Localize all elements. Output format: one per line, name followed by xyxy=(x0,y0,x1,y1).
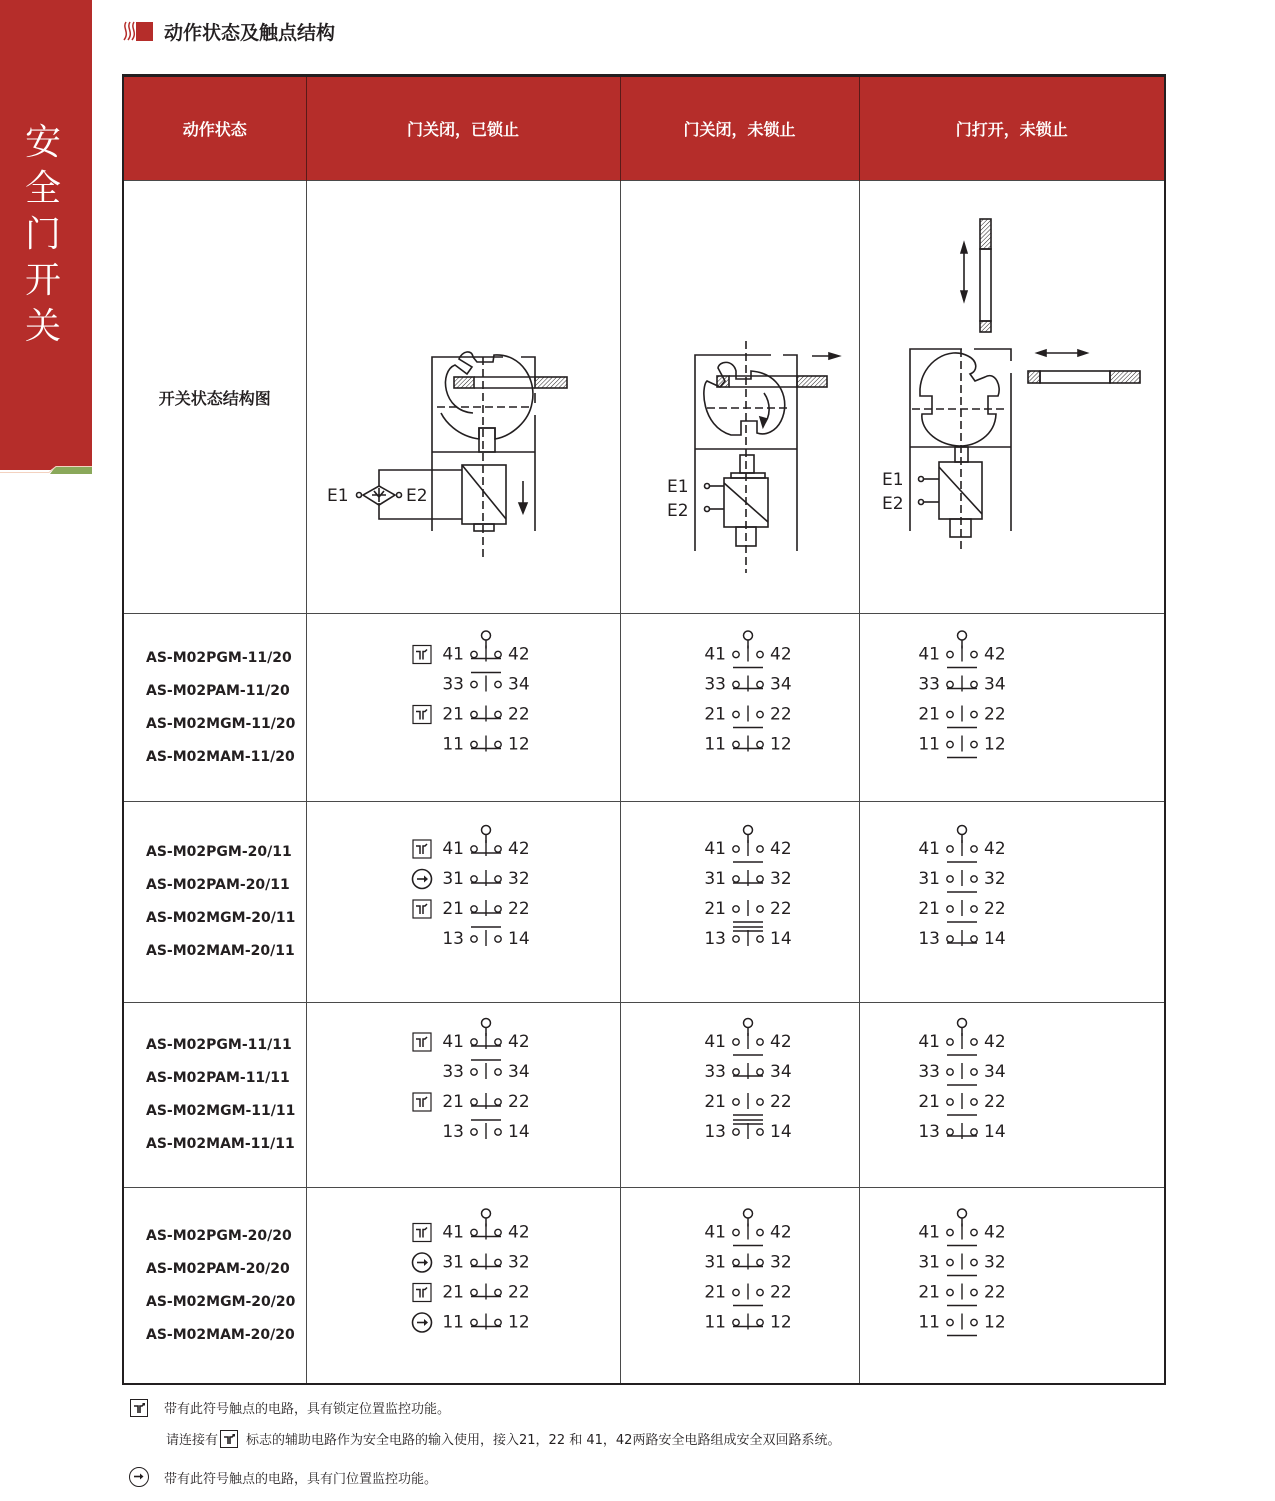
model-list xyxy=(123,1003,306,1188)
plunger-icon xyxy=(744,1209,753,1218)
contact-terminal xyxy=(947,1129,953,1135)
contact-terminal xyxy=(757,1069,763,1075)
terminal-label: 42 xyxy=(983,1032,1006,1052)
contact-terminal xyxy=(757,1229,763,1235)
terminal-label: 22 xyxy=(770,899,792,919)
terminal-label: 14 xyxy=(983,1122,1006,1142)
plunger-icon xyxy=(482,1019,491,1028)
contact-terminal xyxy=(495,1289,501,1295)
contact-terminal xyxy=(757,876,763,882)
contact-terminal xyxy=(733,1069,739,1075)
terminal-label: 32 xyxy=(770,869,792,889)
terminal-label: 42 xyxy=(508,1032,530,1052)
model-name: AS-M02PGM-20/20 xyxy=(146,1227,292,1244)
terminal-label: 14 xyxy=(508,929,530,949)
contact-terminal xyxy=(733,1259,739,1265)
contact-terminal xyxy=(471,906,477,912)
terminal-label: 41 xyxy=(442,1032,464,1052)
lock-monitor-icon xyxy=(413,1284,431,1302)
note-connect-prefix: 请连接有 xyxy=(166,1433,219,1448)
structure-diagram-closed-unlocked xyxy=(620,181,859,614)
terminal-label: 12 xyxy=(983,1312,1006,1333)
terminal-label: 13 xyxy=(442,1122,464,1142)
terminal-label: 33 xyxy=(442,674,464,695)
contact-terminal xyxy=(971,1039,977,1045)
action-state-table xyxy=(122,74,1166,1385)
contact-terminal xyxy=(947,741,953,747)
terminal-label: 22 xyxy=(508,1092,530,1112)
contact-terminal xyxy=(495,876,501,882)
plunger-icon xyxy=(744,826,753,835)
terminal-label: 13 xyxy=(918,1122,940,1142)
terminal-label: 21 xyxy=(918,1282,940,1303)
contact-terminal xyxy=(947,711,953,717)
model-name: AS-M02PGM-11/20 xyxy=(146,649,292,666)
plunger-icon xyxy=(482,826,491,835)
plunger-icon xyxy=(957,1019,966,1028)
terminal-label: 33 xyxy=(704,674,726,695)
contact-diagram-closed-unlocked xyxy=(620,1188,859,1385)
contact-diagram-open-unlocked xyxy=(859,1003,1165,1188)
model-name: AS-M02PAM-20/20 xyxy=(146,1260,290,1277)
terminal-label: 14 xyxy=(770,1122,792,1142)
contact-terminal xyxy=(757,1289,763,1295)
contact-terminal xyxy=(757,1099,763,1105)
contact-terminal xyxy=(495,1039,501,1045)
contact-terminal xyxy=(471,1129,477,1135)
terminal-label: 14 xyxy=(770,929,792,949)
terminal-label: 31 xyxy=(704,869,726,889)
model-name: AS-M02MGM-20/11 xyxy=(146,910,296,926)
terminal-label: 32 xyxy=(508,1252,530,1273)
contact-terminal xyxy=(471,1319,477,1325)
terminal-label: 21 xyxy=(918,704,940,725)
contact-terminal xyxy=(471,1069,477,1075)
terminal-label: 21 xyxy=(704,704,726,725)
terminal-label: 11 xyxy=(704,1312,726,1333)
header-closed-unlocked: 门关闭，未锁止 xyxy=(620,76,859,181)
e1-label: E1 xyxy=(881,470,904,490)
contact-terminal xyxy=(471,651,477,657)
contact-terminal xyxy=(971,1129,977,1135)
contact-terminal xyxy=(947,1099,953,1105)
header-open-unlocked: 门打开，未锁止 xyxy=(859,76,1165,181)
terminal-label: 12 xyxy=(770,734,792,755)
contact-terminal xyxy=(733,906,739,912)
contact-terminal xyxy=(757,1259,763,1265)
terminal-label: 42 xyxy=(770,644,792,665)
terminal-label: 31 xyxy=(918,869,940,889)
terminal-label: 42 xyxy=(508,839,530,859)
contact-terminal xyxy=(733,1099,739,1105)
terminal-label: 32 xyxy=(983,869,1006,889)
contact-terminal xyxy=(733,681,739,687)
note-lock-monitor xyxy=(130,1398,450,1417)
terminal-label: 41 xyxy=(918,839,940,859)
plunger-icon xyxy=(744,1019,753,1028)
terminal-label: 21 xyxy=(704,1282,726,1303)
model-group-row xyxy=(123,802,1165,1003)
contact-terminal xyxy=(471,681,477,687)
contact-terminal xyxy=(733,1229,739,1235)
terminal-label: 14 xyxy=(508,1122,530,1142)
note-connect xyxy=(166,1429,840,1448)
terminal-label: 32 xyxy=(508,869,530,889)
contact-terminal xyxy=(947,936,953,942)
lock-monitor-icon xyxy=(220,1430,238,1448)
terminal-label: 34 xyxy=(983,674,1006,695)
side-tab xyxy=(0,0,92,470)
terminal-label: 42 xyxy=(508,1222,530,1243)
contact-terminal xyxy=(947,1229,953,1235)
terminal-label: 13 xyxy=(704,929,726,949)
terminal-label: 12 xyxy=(770,1312,792,1333)
lock-monitor-icon xyxy=(413,1093,431,1111)
terminal-label: 42 xyxy=(770,839,792,859)
contact-terminal xyxy=(947,681,953,687)
terminal-label: 41 xyxy=(918,1222,940,1243)
contact-terminal xyxy=(757,651,763,657)
terminal-label: 31 xyxy=(918,1252,940,1273)
plunger-icon xyxy=(744,631,753,640)
model-name: AS-M02MGM-11/20 xyxy=(146,715,296,732)
contact-terminal xyxy=(971,1069,977,1075)
side-tab-char: 门 xyxy=(24,214,61,255)
lock-monitor-icon xyxy=(413,1033,431,1051)
header-action-state: 动作状态 xyxy=(123,76,306,181)
contact-terminal xyxy=(733,1289,739,1295)
terminal-label: 22 xyxy=(508,704,530,725)
terminal-label: 31 xyxy=(704,1252,726,1273)
side-tab-char: 关 xyxy=(24,306,61,347)
lock-monitor-icon xyxy=(413,840,431,858)
contact-terminal xyxy=(495,1099,501,1105)
lock-monitor-icon xyxy=(413,1224,431,1242)
contact-diagram-open-unlocked xyxy=(859,1188,1165,1385)
section-title: 动作状态及触点结构 xyxy=(164,21,336,44)
contact-terminal xyxy=(495,1259,501,1265)
terminal-label: 12 xyxy=(508,734,530,755)
contact-terminal xyxy=(495,1319,501,1325)
lock-monitor-icon xyxy=(413,900,431,918)
terminal-label: 22 xyxy=(508,1282,530,1303)
contact-terminal xyxy=(471,876,477,882)
contact-terminal xyxy=(495,741,501,747)
contact-terminal xyxy=(757,681,763,687)
terminal-label: 22 xyxy=(983,1282,1006,1303)
lock-monitor-icon xyxy=(413,646,431,664)
contact-terminal xyxy=(971,1099,977,1105)
terminal-label: 42 xyxy=(983,839,1006,859)
contact-terminal xyxy=(971,1289,977,1295)
terminal-label: 41 xyxy=(704,644,726,665)
e1-label: E1 xyxy=(666,477,689,497)
model-name: AS-M02PAM-11/20 xyxy=(146,682,290,699)
terminal-label: 21 xyxy=(442,1282,464,1303)
contact-terminal xyxy=(471,936,477,942)
terminal-label: 11 xyxy=(918,1312,940,1333)
terminal-label: 22 xyxy=(770,704,792,725)
terminal-label: 34 xyxy=(770,1062,792,1082)
side-tab-char: 安 xyxy=(24,122,61,163)
terminal-label: 11 xyxy=(442,734,464,755)
note-door-text: 带有此符号触点的电路，具有门位置监控功能。 xyxy=(164,1471,438,1487)
contact-terminal xyxy=(733,741,739,747)
contact-terminal xyxy=(971,1259,977,1265)
contact-terminal xyxy=(471,1099,477,1105)
e1-label: E1 xyxy=(326,486,349,506)
contact-terminal xyxy=(757,1039,763,1045)
terminal-label: 41 xyxy=(442,644,464,665)
model-name: AS-M02PAM-11/11 xyxy=(146,1070,290,1086)
model-name: AS-M02MAM-11/11 xyxy=(146,1136,295,1152)
model-name: AS-M02MAM-20/11 xyxy=(146,943,295,959)
contact-diagram-open-unlocked xyxy=(859,802,1165,1003)
contact-terminal xyxy=(733,1129,739,1135)
contact-terminal xyxy=(947,1069,953,1075)
contact-terminal xyxy=(971,906,977,912)
terminal-label: 34 xyxy=(770,674,792,695)
plunger-icon xyxy=(957,631,966,640)
terminal-label: 42 xyxy=(770,1032,792,1052)
terminal-label: 22 xyxy=(770,1282,792,1303)
terminal-label: 14 xyxy=(983,929,1006,949)
contact-terminal xyxy=(471,1289,477,1295)
note-door-monitor xyxy=(129,1467,437,1487)
terminal-label: 42 xyxy=(770,1222,792,1243)
contact-terminal xyxy=(757,741,763,747)
header-closed-locked: 门关闭，已锁止 xyxy=(306,76,620,181)
contact-terminal xyxy=(471,1229,477,1235)
switch-diagram-open-unlocked xyxy=(860,181,1164,609)
terminal-label: 12 xyxy=(983,734,1006,755)
model-list xyxy=(123,1188,306,1385)
contact-terminal xyxy=(971,1229,977,1235)
door-monitor-icon xyxy=(129,1467,149,1487)
contact-diagram-closed-locked xyxy=(306,802,620,1003)
terminal-label: 13 xyxy=(704,1122,726,1142)
brand-logo-icon xyxy=(122,20,154,42)
contact-terminal xyxy=(495,1229,501,1235)
terminal-label: 41 xyxy=(704,839,726,859)
contact-terminal xyxy=(471,1259,477,1265)
terminal-label: 34 xyxy=(983,1062,1006,1082)
side-tab-char: 开 xyxy=(24,260,61,301)
contact-terminal xyxy=(495,906,501,912)
contact-terminal xyxy=(471,1039,477,1045)
terminal-label: 21 xyxy=(442,704,464,725)
contact-terminal xyxy=(733,711,739,717)
plunger-icon xyxy=(482,631,491,640)
terminal-label: 11 xyxy=(704,734,726,755)
structure-row xyxy=(123,181,1165,614)
contact-terminal xyxy=(971,846,977,852)
contact-terminal xyxy=(971,1319,977,1325)
terminal-label: 41 xyxy=(918,1032,940,1052)
terminal-label: 31 xyxy=(442,869,464,889)
model-name: AS-M02PGM-11/11 xyxy=(146,1037,292,1053)
side-tab-title xyxy=(0,120,86,350)
terminal-label: 34 xyxy=(508,1062,530,1082)
contact-terminal xyxy=(757,1319,763,1325)
contact-terminal xyxy=(971,936,977,942)
contact-diagram-closed-unlocked xyxy=(620,802,859,1003)
contact-diagram-open-unlocked xyxy=(859,614,1165,802)
model-group-row xyxy=(123,1188,1165,1385)
terminal-label: 41 xyxy=(704,1222,726,1243)
contact-terminal xyxy=(495,936,501,942)
note-connect-suffix: 标志的辅助电路作为安全电路的输入使用，接入21，22 和 41，42两路安全电路组成安全双回路系统。 xyxy=(246,1433,841,1448)
e2-label: E2 xyxy=(881,494,904,514)
contact-terminal xyxy=(733,1039,739,1045)
contact-terminal xyxy=(495,681,501,687)
terminal-label: 42 xyxy=(983,1222,1006,1243)
model-name: AS-M02MGM-20/20 xyxy=(146,1293,296,1310)
terminal-label: 41 xyxy=(918,644,940,665)
terminal-label: 33 xyxy=(918,674,940,695)
contact-terminal xyxy=(733,876,739,882)
contact-terminal xyxy=(495,711,501,717)
contact-terminal xyxy=(733,651,739,657)
section-heading xyxy=(122,14,335,48)
contact-terminal xyxy=(495,1069,501,1075)
terminal-label: 42 xyxy=(983,644,1006,665)
contact-terminal xyxy=(947,906,953,912)
model-group-row xyxy=(123,1003,1165,1188)
model-name: AS-M02PAM-20/11 xyxy=(146,877,290,893)
terminal-label: 42 xyxy=(508,644,530,665)
plunger-icon xyxy=(482,1209,491,1218)
contact-terminal xyxy=(947,1319,953,1325)
terminal-label: 33 xyxy=(704,1062,726,1082)
terminal-label: 21 xyxy=(704,1092,726,1112)
contact-terminal xyxy=(757,711,763,717)
contact-terminal xyxy=(471,741,477,747)
contact-terminal xyxy=(495,651,501,657)
contact-terminal xyxy=(971,711,977,717)
switch-diagram-closed-unlocked xyxy=(621,181,858,609)
contact-terminal xyxy=(947,876,953,882)
note-lock-text: 带有此符号触点的电路，具有锁定位置监控功能。 xyxy=(164,1402,451,1417)
terminal-label: 21 xyxy=(918,899,940,919)
contact-terminal xyxy=(757,846,763,852)
terminal-label: 22 xyxy=(508,899,530,919)
model-list xyxy=(123,614,306,802)
model-name: AS-M02MAM-20/20 xyxy=(146,1326,295,1343)
terminal-label: 13 xyxy=(442,929,464,949)
contact-diagram-closed-locked xyxy=(306,614,620,802)
contact-terminal xyxy=(947,1289,953,1295)
terminal-label: 32 xyxy=(770,1252,792,1273)
contact-terminal xyxy=(947,1039,953,1045)
terminal-label: 22 xyxy=(983,704,1006,725)
terminal-label: 22 xyxy=(770,1092,792,1112)
e2-label: E2 xyxy=(666,501,689,521)
lock-monitor-icon xyxy=(413,706,431,724)
terminal-label: 41 xyxy=(704,1032,726,1052)
contact-terminal xyxy=(757,906,763,912)
terminal-label: 13 xyxy=(918,929,940,949)
contact-terminal xyxy=(757,936,763,942)
side-tab-char: 全 xyxy=(24,168,61,209)
terminal-label: 41 xyxy=(442,839,464,859)
terminal-label: 12 xyxy=(508,1312,530,1333)
contact-terminal xyxy=(947,1259,953,1265)
plunger-icon xyxy=(957,826,966,835)
structure-row-label: 开关状态结构图 xyxy=(123,181,306,614)
contact-terminal xyxy=(971,741,977,747)
terminal-label: 33 xyxy=(918,1062,940,1082)
terminal-label: 11 xyxy=(918,734,940,755)
contact-terminal xyxy=(971,876,977,882)
terminal-label: 41 xyxy=(442,1222,464,1243)
contact-terminal xyxy=(495,846,501,852)
contact-terminal xyxy=(733,936,739,942)
terminal-label: 32 xyxy=(983,1252,1006,1273)
terminal-label: 34 xyxy=(508,674,530,695)
e2-label: E2 xyxy=(405,486,428,506)
model-group-row xyxy=(123,614,1165,802)
model-name: AS-M02PGM-20/11 xyxy=(146,844,292,860)
terminal-label: 21 xyxy=(704,899,726,919)
plunger-icon xyxy=(957,1209,966,1218)
contact-diagram-closed-locked xyxy=(306,1188,620,1385)
contact-terminal xyxy=(733,846,739,852)
terminal-label: 22 xyxy=(983,899,1006,919)
structure-diagram-closed-locked xyxy=(306,181,620,614)
contact-terminal xyxy=(947,846,953,852)
structure-diagram-open-unlocked xyxy=(859,181,1165,614)
contact-terminal xyxy=(971,651,977,657)
terminal-label: 21 xyxy=(442,1092,464,1112)
lock-monitor-icon xyxy=(130,1399,148,1417)
terminal-label: 22 xyxy=(983,1092,1006,1112)
contact-terminal xyxy=(947,651,953,657)
contact-terminal xyxy=(495,1129,501,1135)
terminal-label: 11 xyxy=(442,1312,464,1333)
contact-terminal xyxy=(471,711,477,717)
switch-diagram-closed-locked xyxy=(307,181,619,609)
model-name: AS-M02MGM-11/11 xyxy=(146,1103,296,1119)
terminal-label: 31 xyxy=(442,1252,464,1273)
model-name: AS-M02MAM-11/20 xyxy=(146,748,295,765)
table-header-row xyxy=(123,76,1165,181)
side-tab-accent xyxy=(0,462,92,476)
terminal-label: 33 xyxy=(442,1062,464,1082)
terminal-label: 21 xyxy=(918,1092,940,1112)
contact-terminal xyxy=(757,1129,763,1135)
contact-diagram-closed-unlocked xyxy=(620,614,859,802)
contact-terminal xyxy=(471,846,477,852)
terminal-label: 21 xyxy=(442,899,464,919)
contact-terminal xyxy=(971,681,977,687)
contact-diagram-closed-locked xyxy=(306,1003,620,1188)
contact-diagram-closed-unlocked xyxy=(620,1003,859,1188)
contact-terminal xyxy=(733,1319,739,1325)
model-list xyxy=(123,802,306,1003)
